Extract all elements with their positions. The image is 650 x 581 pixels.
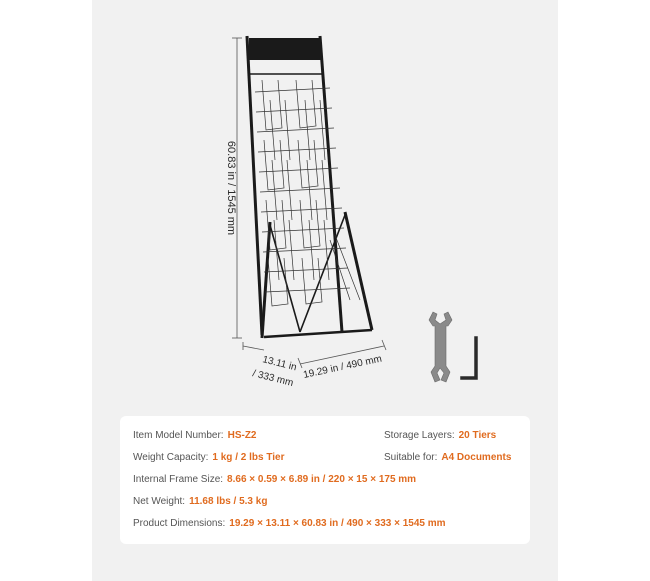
- spec-model-label: Item Model Number:: [133, 430, 224, 441]
- depth-label-line1: 13.11 in: [261, 354, 298, 374]
- spec-layers-label: Storage Layers:: [384, 430, 455, 441]
- spec-dimensions: [133, 518, 446, 530]
- hex-key-icon: [462, 338, 476, 378]
- spec-suitable: [384, 452, 511, 464]
- spec-suitable-label: Suitable for:: [384, 452, 438, 463]
- spec-net-weight-label: Net Weight:: [133, 496, 186, 507]
- spec-suitable-value: A4 Documents: [441, 452, 512, 463]
- spec-model-value: HS-Z2: [227, 430, 257, 441]
- spec-capacity: [133, 452, 284, 464]
- spec-frame-label: Internal Frame Size:: [133, 474, 224, 485]
- spec-capacity-label: Weight Capacity:: [133, 452, 209, 463]
- spec-frame-value: 8.66 × 0.59 × 6.89 in / 220 × 15 × 175 mm: [227, 474, 417, 485]
- spec-dimensions-label: Product Dimensions:: [133, 518, 226, 529]
- depth-dimension-line: [243, 342, 264, 350]
- spec-frame: [133, 474, 416, 486]
- spec-model: [133, 430, 257, 442]
- wire-pockets: [255, 80, 360, 306]
- depth-label-line2: / 333 mm: [251, 368, 295, 389]
- spec-layers: [384, 430, 496, 442]
- width-label: 19.29 in / 490 mm: [302, 353, 383, 381]
- wrench-icon: [429, 312, 452, 382]
- height-label: 60.83 in / 1545 mm: [225, 140, 237, 236]
- spec-layers-value: 20 Tiers: [458, 430, 497, 441]
- spec-net-weight-value: 11.68 lbs / 5.3 kg: [189, 496, 268, 507]
- spec-dimensions-value: 19.29 × 13.11 × 60.83 in / 490 × 333 × 1545 mm: [229, 518, 446, 529]
- specs-card: [120, 416, 530, 544]
- spec-capacity-value: 1 kg / 2 lbs Tier: [212, 452, 285, 463]
- spec-net-weight: [133, 496, 267, 508]
